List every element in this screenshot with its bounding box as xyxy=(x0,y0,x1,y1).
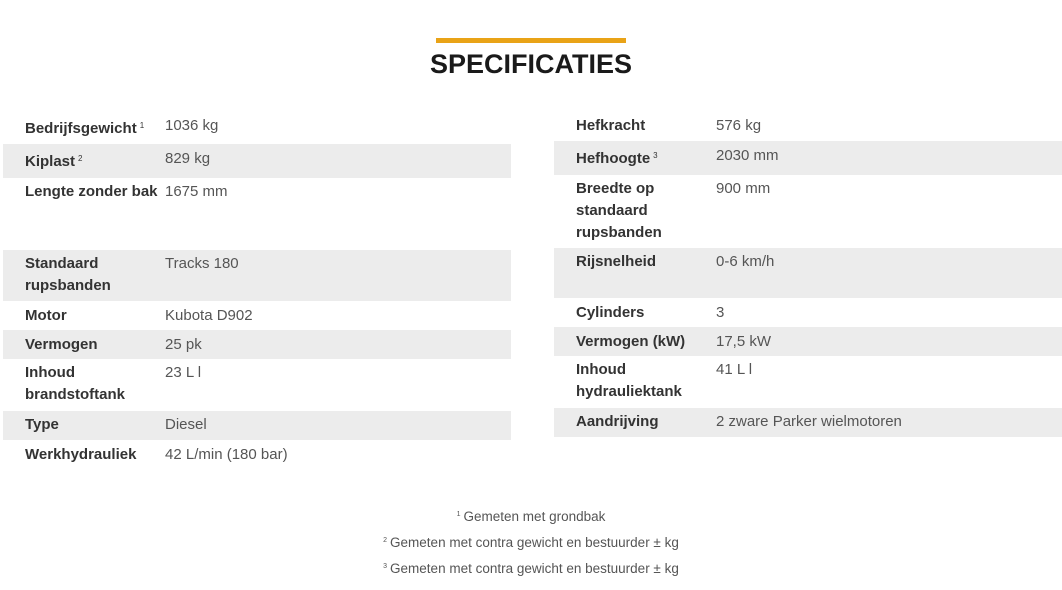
spec-row-vermogen xyxy=(3,330,511,359)
spec-row-cylinders xyxy=(554,298,1062,327)
spec-row-hefkracht xyxy=(554,112,1062,141)
spec-value: 1675 mm xyxy=(165,183,228,200)
spec-row-lengte xyxy=(3,178,511,250)
spec-label: Motor xyxy=(25,307,67,324)
spec-value: 2030 mm xyxy=(716,147,779,164)
spec-value: 17,5 kW xyxy=(716,333,772,350)
spec-value: 576 kg xyxy=(716,117,762,134)
spec-row-hefhoogte xyxy=(554,141,1062,175)
spec-row-hydrauliektank xyxy=(554,356,1062,408)
spec-label-cell xyxy=(554,145,716,170)
spec-label: Cylinders xyxy=(576,304,645,321)
spec-table-left xyxy=(3,112,511,469)
spec-value: 1036 kg xyxy=(165,117,219,134)
spec-label: Hefhoogte xyxy=(576,150,651,167)
spec-row-type xyxy=(3,411,511,440)
spec-row-brandstoftank xyxy=(3,359,511,411)
page-title: SPECIFICATIES xyxy=(429,49,633,79)
spec-row-motor xyxy=(3,301,511,330)
spec-row-rijsnelheid xyxy=(554,248,1062,298)
spec-row-vermogen-kw xyxy=(554,327,1062,356)
spec-label: Inhoud hydrauliektank xyxy=(576,361,682,400)
title-accent-bar xyxy=(436,38,626,43)
footnote-mark: 2 xyxy=(383,537,388,544)
spec-value: Tracks 180 xyxy=(165,255,239,272)
spec-label-cell xyxy=(3,148,165,173)
spec-table-right xyxy=(554,112,1062,437)
spec-value: 41 L l xyxy=(716,361,753,378)
spec-label: Vermogen (kW) xyxy=(576,333,686,350)
spec-label: Type xyxy=(25,416,59,433)
spec-label: Inhoud brandstoftank xyxy=(25,364,126,403)
spec-value: 23 L l xyxy=(165,364,202,381)
footnotes xyxy=(0,503,1062,581)
spec-row-kiplast xyxy=(3,144,511,178)
spec-label-cell xyxy=(3,115,165,140)
footnote-text: Gemeten met contra gewicht en bestuurder ± kg xyxy=(390,535,679,550)
spec-value: Kubota D902 xyxy=(165,307,253,324)
spec-label: Werkhydrauliek xyxy=(25,446,137,463)
footnote-text: Gemeten met contra gewicht en bestuurder ± kg xyxy=(390,561,679,576)
spec-label: Hefkracht xyxy=(576,117,646,134)
spec-label: Standaard rupsbanden xyxy=(25,255,111,294)
spec-value: 829 kg xyxy=(165,150,211,167)
title-container xyxy=(430,38,632,80)
footnote-2 xyxy=(0,529,1062,555)
footnote-1 xyxy=(0,503,1062,529)
spec-row-rupsbanden xyxy=(3,250,511,301)
spec-label: Aandrijving xyxy=(576,413,659,430)
spec-label: Kiplast xyxy=(25,153,76,170)
spec-row-werkhydrauliek xyxy=(3,440,511,469)
spec-row-breedte xyxy=(554,175,1062,248)
footnote-mark: 2 xyxy=(78,154,83,163)
spec-value: 3 xyxy=(716,304,725,321)
footnote-mark: 1 xyxy=(456,511,461,518)
footnote-mark: 3 xyxy=(383,563,388,570)
spec-value: 2 zware Parker wielmotoren xyxy=(716,413,902,430)
spec-label: Rijsnelheid xyxy=(576,253,657,270)
footnote-mark: 3 xyxy=(653,151,658,160)
footnote-mark: 1 xyxy=(139,121,145,130)
spec-value: Diesel xyxy=(165,416,207,433)
spec-label: Bedrijfsgewicht xyxy=(25,120,137,137)
spec-value: 900 mm xyxy=(716,180,771,197)
spec-row-bedrijfsgewicht xyxy=(3,112,511,144)
spec-value: 0-6 km/h xyxy=(716,253,775,270)
spec-label: Lengte zonder bak xyxy=(25,183,158,200)
footnote-3 xyxy=(0,555,1062,581)
spec-row-aandrijving xyxy=(554,408,1062,437)
section-header xyxy=(0,38,1062,80)
spec-value: 42 L/min (180 bar) xyxy=(165,446,288,463)
spec-label: Breedte op standaard rupsbanden xyxy=(576,180,662,241)
footnote-text: Gemeten met grondbak xyxy=(463,509,606,524)
spec-value: 25 pk xyxy=(165,336,202,353)
spec-label: Vermogen xyxy=(25,336,98,353)
